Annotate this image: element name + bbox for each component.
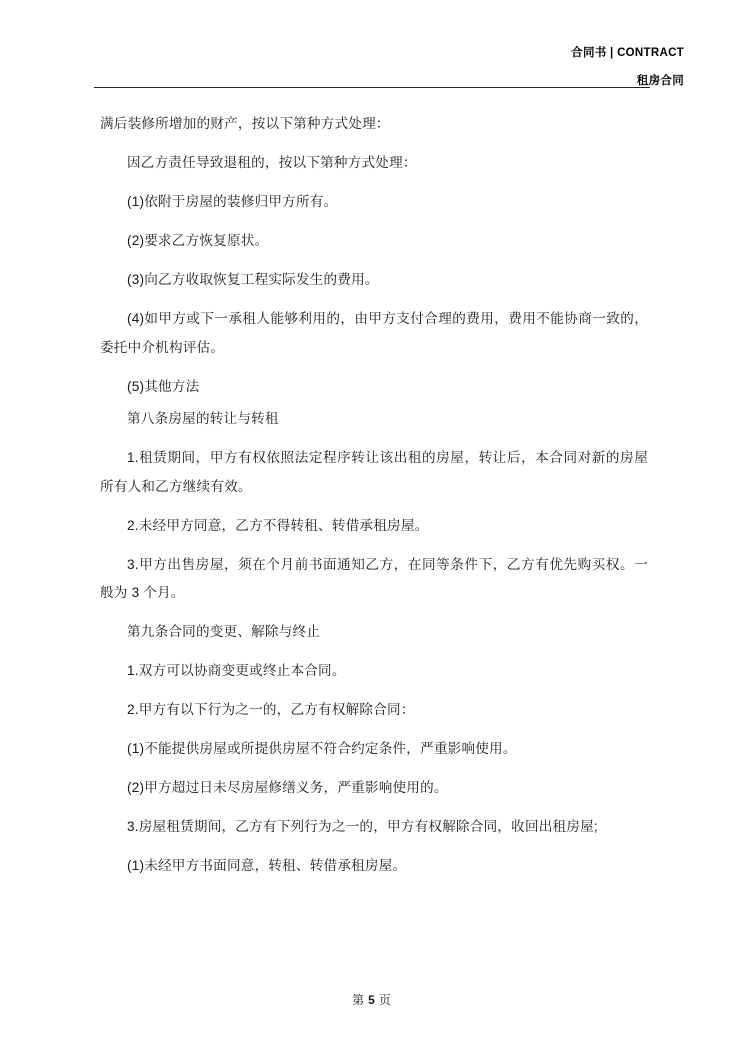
paragraph: 满后装修所增加的财产，按以下第种方式处理： xyxy=(100,116,390,131)
header-divider xyxy=(94,87,650,88)
footer-suffix: 页 xyxy=(378,993,392,1007)
paragraph: (1)不能提供房屋或所提供房屋不符合约定条件，严重影响使用。 xyxy=(127,741,517,756)
header-subtitle: 租房合同 xyxy=(636,75,684,87)
paragraph: 2.甲方有以下行为之一的，乙方有权解除合同： xyxy=(127,702,415,717)
paragraph: (5)其他方法 xyxy=(127,378,200,394)
paragraph: (4)如甲方或下一承租人能够利用的，由甲方支付合理的费用，费用不能协商一致的，委托中介机构评估。 xyxy=(100,311,648,355)
page-footer xyxy=(0,991,744,1008)
paragraph: 1.双方可以协商变更或终止本合同。 xyxy=(127,663,346,678)
footer-prefix: 第 xyxy=(352,993,366,1007)
paragraph: 1.租赁期间，甲方有权依照法定程序转让该出租的房屋，转让后，本合同对新的房屋所有人和乙方继续有效。 xyxy=(100,450,648,494)
footer-page-number: 5 xyxy=(368,993,376,1007)
header-title-separator: | xyxy=(610,47,614,59)
paragraph: 3.房屋租赁期间，乙方有下列行为之一的，甲方有权解除合同，收回出租房屋; xyxy=(127,819,598,834)
header-title-en: CONTRACT xyxy=(617,47,684,59)
paragraph: (2)甲方超过日未尽房屋修缮义务，严重影响使用的。 xyxy=(127,780,448,795)
paragraph: (1)依附于房屋的装修归甲方所有。 xyxy=(127,194,338,209)
document-header xyxy=(571,46,684,89)
paragraph: (2)要求乙方恢复原状。 xyxy=(127,233,269,248)
paragraph: 第八条房屋的转让与转租 xyxy=(127,411,279,426)
document-body xyxy=(100,110,648,891)
paragraph: 第九条合同的变更、解除与终止 xyxy=(127,624,321,639)
header-title-cn: 合同书 xyxy=(571,47,607,59)
paragraph: (1)未经甲方书面同意，转租、转借承租房屋。 xyxy=(127,858,407,873)
header-title xyxy=(571,46,684,61)
paragraph: (3)向乙方收取恢复工程实际发生的费用。 xyxy=(127,272,379,287)
paragraph: 3.甲方出售房屋，须在个月前书面通知乙方，在同等条件下，乙方有优先购买权。一般为 3 个月。 xyxy=(100,556,648,600)
paragraph: 因乙方责任导致退租的，按以下第种方式处理： xyxy=(127,155,417,170)
paragraph: 2.未经甲方同意，乙方不得转租、转借承租房屋。 xyxy=(127,517,429,533)
